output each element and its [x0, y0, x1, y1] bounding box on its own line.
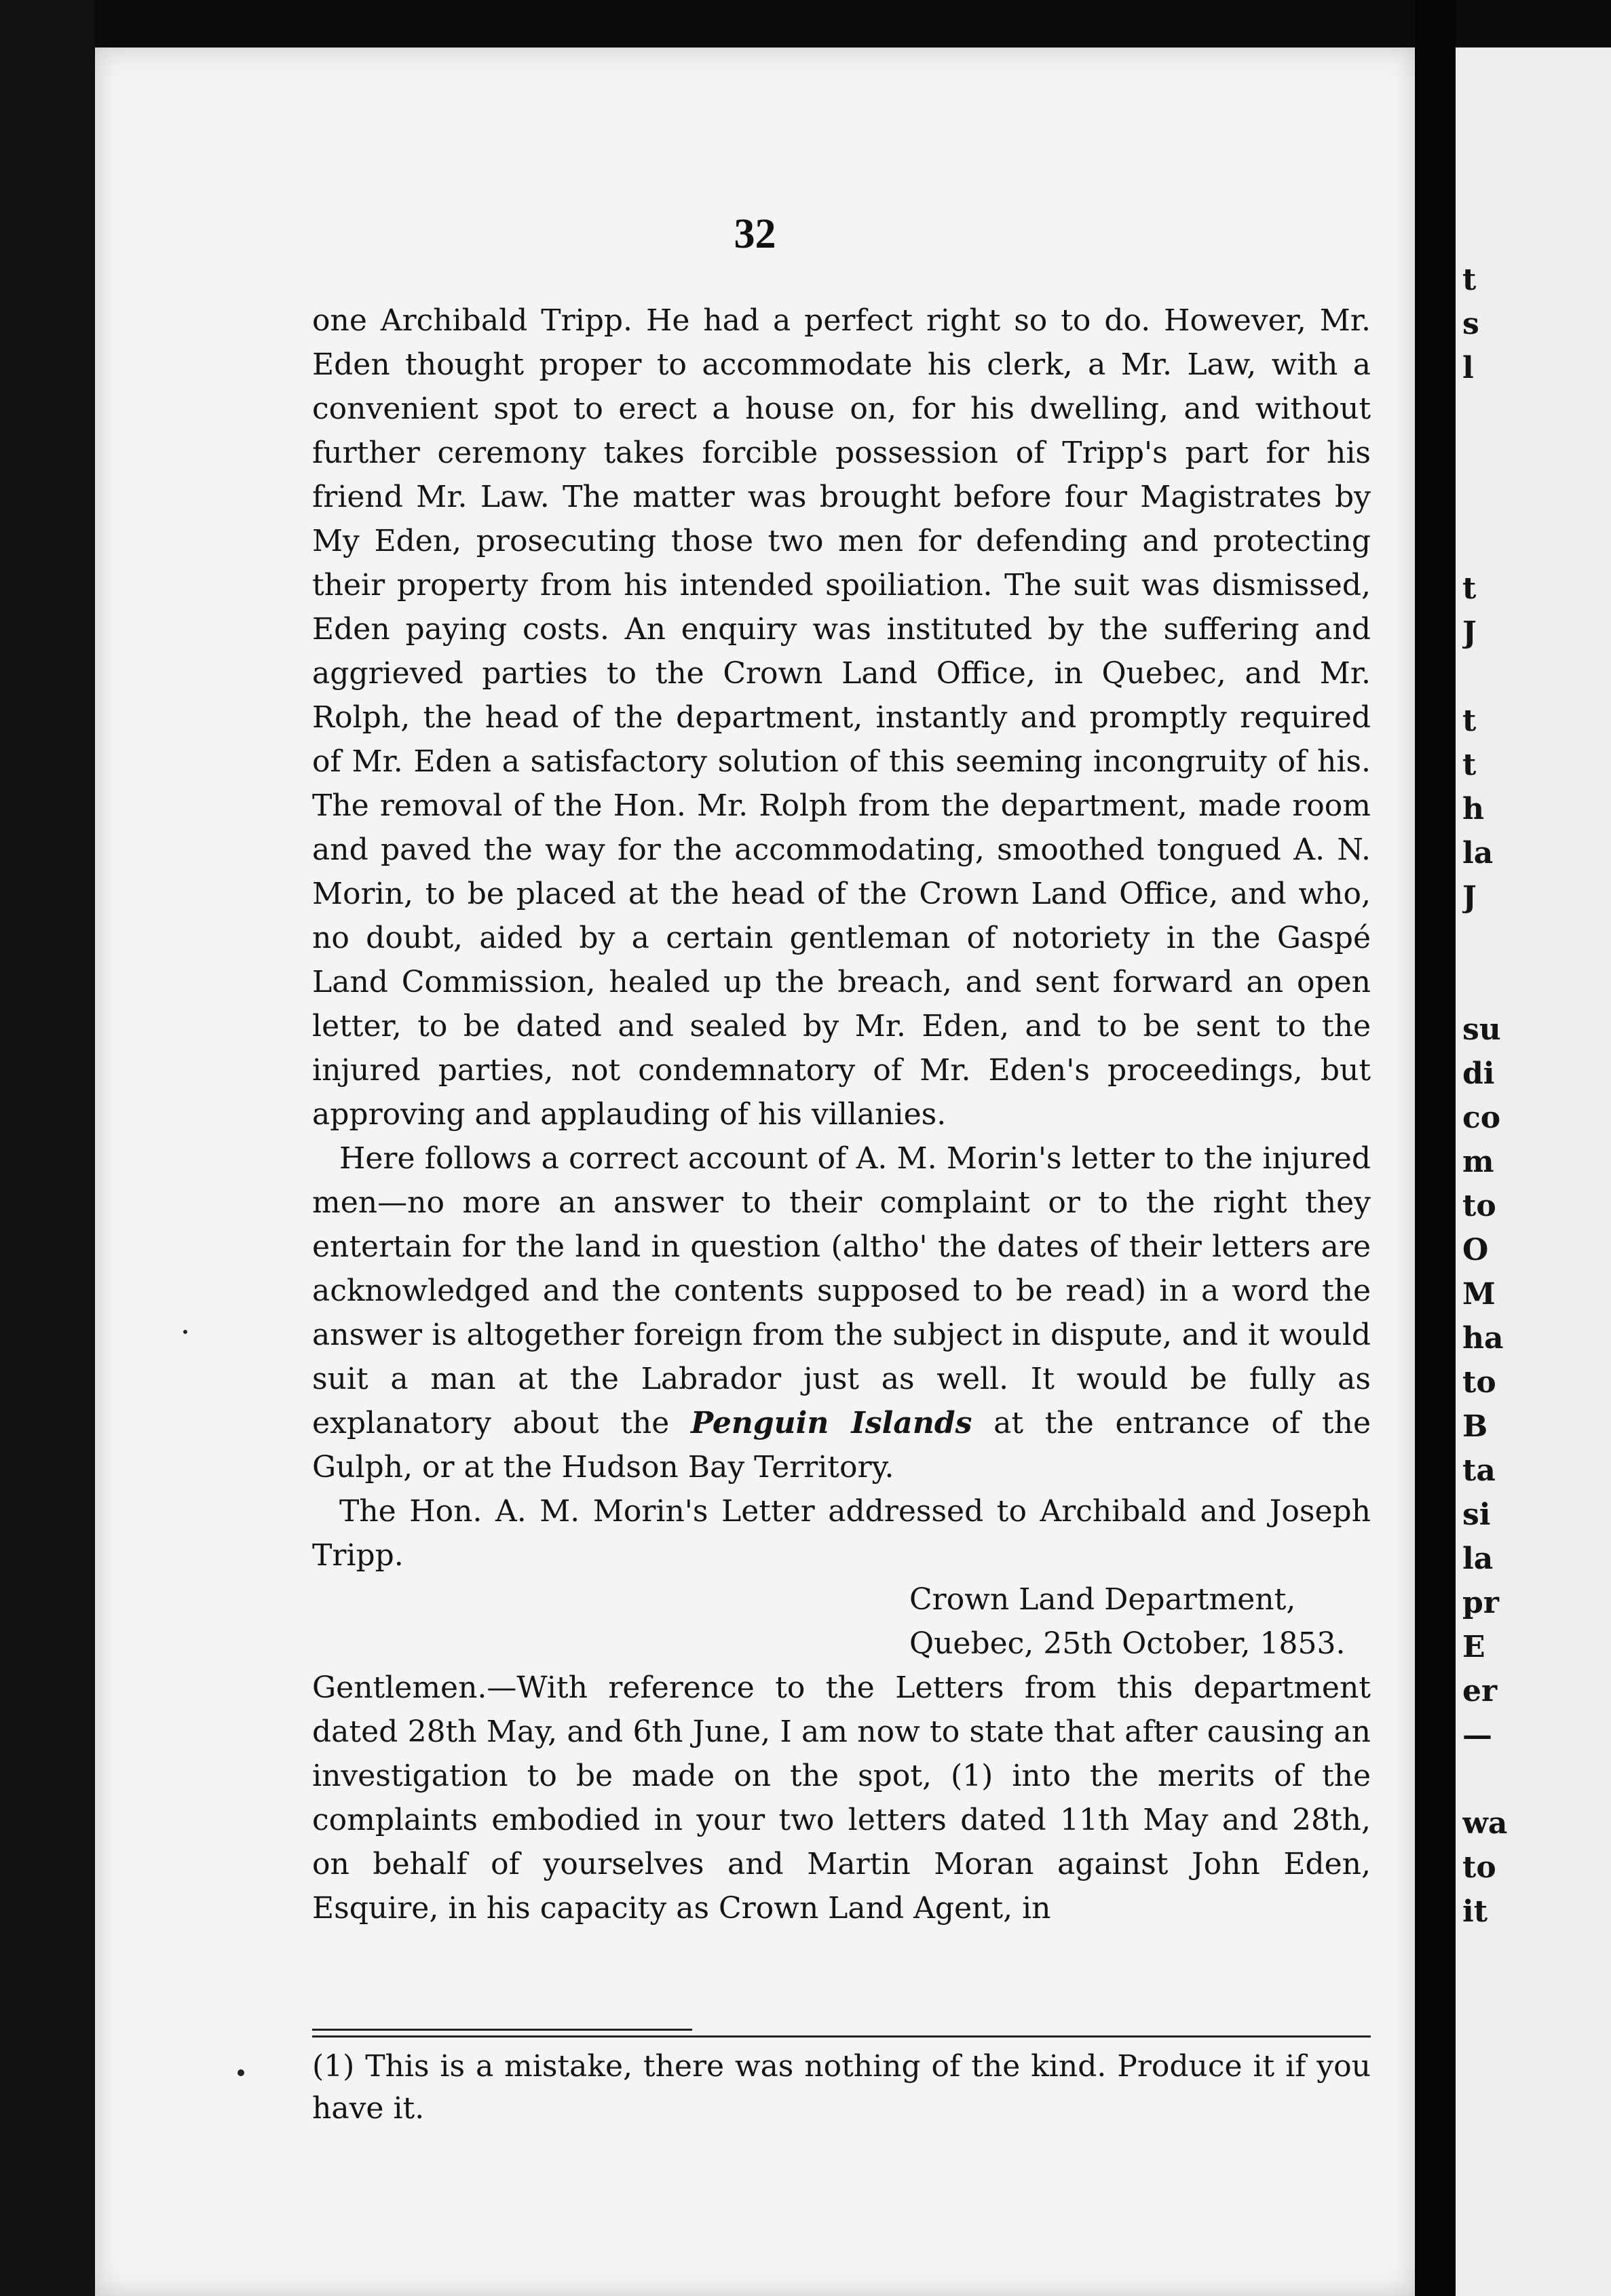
fragment [1462, 522, 1605, 567]
footnote-rule [312, 2029, 692, 2031]
letter-address-line-2: Quebec, 25th October, 1853. [909, 1626, 1346, 1661]
fragment [1462, 655, 1605, 699]
fragment: la [1462, 836, 1494, 870]
scan-speck [183, 1330, 187, 1334]
fragment: B [1462, 1409, 1488, 1444]
fragment: ta [1462, 1453, 1496, 1488]
scan-left-margin [0, 0, 95, 2296]
fragment: di [1462, 1056, 1495, 1091]
fragment [1462, 478, 1605, 522]
fragment: t [1462, 748, 1477, 782]
fragment: E [1462, 1630, 1485, 1664]
fragment: M [1462, 1277, 1496, 1312]
page-number: 32 [734, 211, 776, 257]
fragment [1462, 390, 1605, 434]
facing-page-fragments [1462, 258, 1605, 1934]
scan-speck [238, 2069, 244, 2076]
fragment: su [1462, 1012, 1501, 1047]
fragment: to [1462, 1365, 1496, 1400]
fragment [1462, 963, 1605, 1008]
book-gutter [1415, 0, 1456, 2296]
fragment: h [1462, 792, 1484, 826]
fragment: m [1462, 1145, 1494, 1179]
fragment: l [1462, 351, 1474, 385]
letter-address-line-1: Crown Land Department, [909, 1582, 1296, 1617]
fragment: to [1462, 1189, 1496, 1223]
fragment: la [1462, 1542, 1494, 1576]
fragment: pr [1462, 1586, 1499, 1620]
paragraph-2-italic: Penguin Islands [690, 1406, 972, 1440]
fragment [1462, 1757, 1605, 1801]
fragment: t [1462, 263, 1477, 297]
letter-heading: The Hon. A. M. Morin's Letter addressed to Archibald and Joseph Tripp. [312, 1494, 1371, 1573]
page-body [312, 299, 1371, 1930]
fragment [1462, 434, 1605, 478]
fragment: O [1462, 1233, 1489, 1267]
book-page [95, 47, 1415, 2296]
fragment: co [1462, 1101, 1501, 1135]
fragment: J [1462, 615, 1477, 650]
fragment [1462, 919, 1605, 963]
fragment: s [1462, 307, 1479, 341]
fragment: er [1462, 1674, 1498, 1708]
fragment: J [1462, 880, 1477, 915]
fragment: it [1462, 1894, 1488, 1929]
fragment: si [1462, 1497, 1491, 1532]
paragraph-2 [312, 1136, 1371, 1489]
facing-page-edge [1456, 47, 1611, 2296]
paragraph-2-text: Here follows a correct account of A. M. Morin's letter to the injured men—no more an answer to their complaint or to the right they entertain for the land in question (altho' the dates of their letters are acknowledged and the contents supposed to be read) in a word the answer is altogether foreign from the subject in dispute, and it would suit a man at the Labrador just as well. It would be fully as explanatory about the [312, 1141, 1371, 1440]
paragraph-2-tail: at the entrance of the Gulph, or at the Hudson Bay Territory. [312, 1406, 1371, 1485]
footnote: (1) This is a mistake, there was nothing of the kind. Produce it if you have it. [312, 2035, 1371, 2130]
fragment: ha [1462, 1321, 1504, 1356]
paragraph-1: one Archibald Tripp. He had a perfect right so to do. However, Mr. Eden thought proper to accommodate his clerk, a Mr. Law, with a convenient spot to erect a house on, for his dwelling, and without further ceremony takes forcible possession of Tripp's part for his friend Mr. Law. The matter was brought before four Magistrates by My Eden, prosecuting those two men for defending and protecting their property from his intended spoiliation. The suit was dismissed, Eden paying costs. An enquiry was instituted by the suffering and aggrieved parties to the Crown Land Office, in Quebec, and Mr. Rolph, the head of the department, instantly and promptly required of Mr. Eden a satisfactory solution of this seeming incongruity of his. The removal of the Hon. Mr. Rolph from the department, made room and paved the way for the accommodating, smoothed tongued A. N. Morin, to be placed at the head of the Crown Land Office, and who, no doubt, aided by a certain gentleman of notoriety in the Gaspé Land Commission, healed up the breach, and sent forward an open letter, to be dated and sealed by Mr. Eden, and to be sent to the injured parties, not condemnatory of Mr. Eden's proceedings, but approving and applauding of his villanies. [312, 303, 1371, 1132]
fragment: t [1462, 571, 1477, 606]
fragment: t [1462, 704, 1477, 738]
fragment: wa [1462, 1806, 1508, 1841]
letter-body: Gentlemen.—With reference to the Letters from this department dated 28th May, and 6th June, I am now to state that after causing an investigation to be made on the spot, (1) into the merits of the complaints embodied in your two letters dated 11th May and 28th, on behalf of yourselves and Martin Moran against John Eden, Esquire, in his capacity as Crown Land Agent, in [312, 1670, 1371, 1926]
fragment: — [1462, 1718, 1492, 1753]
fragment: to [1462, 1850, 1496, 1885]
